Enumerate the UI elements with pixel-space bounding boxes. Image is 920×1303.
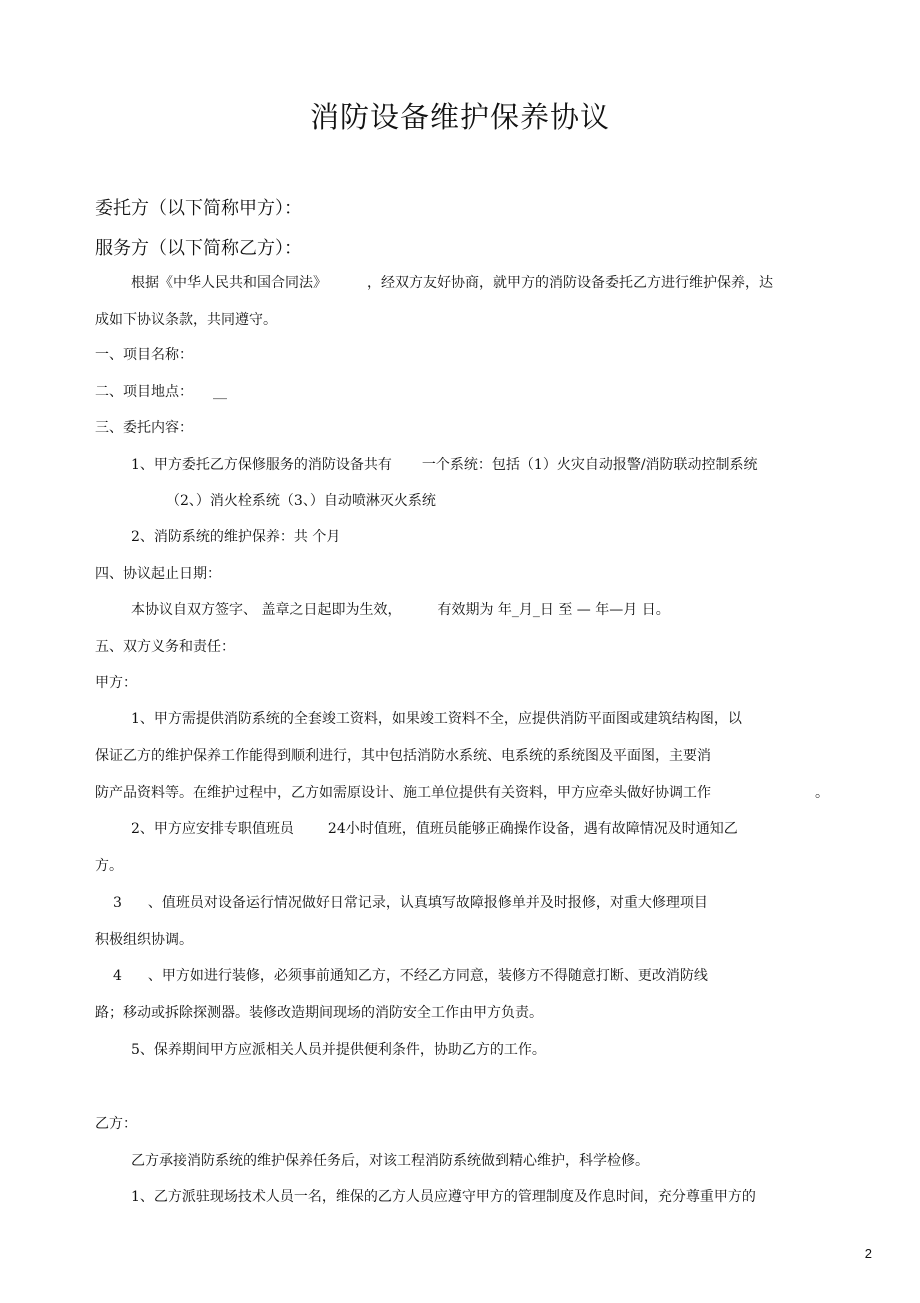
section-3-item-1-cont: （2、）消火栓系统（3、）自动喷淋灭火系统 [166,493,436,509]
party-a-item-3-number: 3 [113,895,122,911]
section-4-heading: 四、协议起止日期： [95,566,221,582]
party-a-item-4-line-1 [113,966,708,986]
party-b-label: 服务方（以下简称乙方）： [95,238,302,259]
party-b-heading: 乙方： [95,1116,137,1132]
section-4-text-a: 本协议自双方签字、 盖章之日起即为生效， [131,602,402,618]
section-3-item-1 [131,455,758,475]
intro-text-b: ，经双方友好协商，就甲方的消防设备委托乙方进行维护保养，达 [367,275,773,291]
party-a-item-2-line-1 [131,819,738,839]
item-1-text-a: 1、甲方委托乙方保修服务的消防设备共有 [131,457,392,473]
intro-line-1 [131,273,773,293]
party-a-item-2-text-a: 2、甲方应安排专职值班员 [131,821,294,837]
party-a-label: 委托方（以下简称甲方）： [95,198,302,219]
party-a-item-1-line-1: 1、甲方需提供消防系统的全套竣工资料，如果竣工资料不全，应提供消防平面图或建筑结构图，以 [131,711,742,727]
party-a-item-1-line-3: 防产品资料等。在维护过程中，乙方如需原设计、施工单位提供有关资料，甲方应牵头做好协调工作 [95,785,711,801]
party-a-item-3-line-1 [113,893,708,913]
party-a-item-2-text-b: 24小时值班，值班员能够正确操作设备，遇有故障情况及时通知乙 [327,821,738,837]
party-a-heading: 甲方： [95,675,137,691]
party-b-intro: 乙方承接消防系统的维护保养任务后，对该工程消防系统做到精心维护，科学检修。 [131,1153,649,1169]
party-a-item-3-text: 、值班员对设备运行情况做好日常记录，认真填写故障报修单并及时报修，对重大修理项目 [147,895,708,911]
party-a-item-4-line-2: 路；移动或拆除探测器。装修改造期间现场的消防安全工作由甲方负责。 [95,1005,543,1021]
section-2-label: 二、项目地点： [95,384,193,400]
location-blank: __ [213,384,227,400]
party-a-item-5: 5、保养期间甲方应派相关人员并提供便利条件，协助乙方的工作。 [131,1042,546,1058]
party-a-item-1-period: 。 [815,785,829,801]
intro-text-a: 根据《中华人民共和国合同法》 [131,275,327,291]
party-a-item-2-line-2: 方。 [95,858,123,874]
document-title: 消防设备维护保养协议 [309,100,610,134]
item-1-text-b: 一个系统：包括（1）火灾自动报警/消防联动控制系统 [421,457,758,473]
section-4-text [131,600,670,620]
section-4-text-b: 有效期为 年_月_日 至 — 年—月 日。 [437,602,670,618]
section-5-heading: 五、双方义务和责任： [95,639,235,655]
party-a-item-4-text: 、甲方如进行装修，必须事前通知乙方，不经乙方同意，装修方不得随意打断、更改消防线 [147,968,708,984]
page-number: 2 [864,1246,872,1261]
section-2-heading [95,382,227,402]
section-3-heading: 三、委托内容： [95,420,193,436]
party-a-item-3-line-2: 积极组织协调。 [95,932,193,948]
party-a-item-1-line-2: 保证乙方的维护保养工作能得到顺利进行，其中包括消防水系统、电系统的系统图及平面图，主要消 [95,748,711,764]
party-b-item-1: 1、乙方派驻现场技术人员一名，维保的乙方人员应遵守甲方的管理制度及作息时间，充分尊重甲方的 [131,1189,756,1205]
section-1-heading: 一、项目名称： [95,347,193,363]
section-3-item-2: 2、消防系统的维护保养：共 个月 [131,529,341,545]
intro-line-2: 成如下协议条款，共同遵守。 [95,312,277,328]
party-a-item-4-number: 4 [113,968,122,984]
